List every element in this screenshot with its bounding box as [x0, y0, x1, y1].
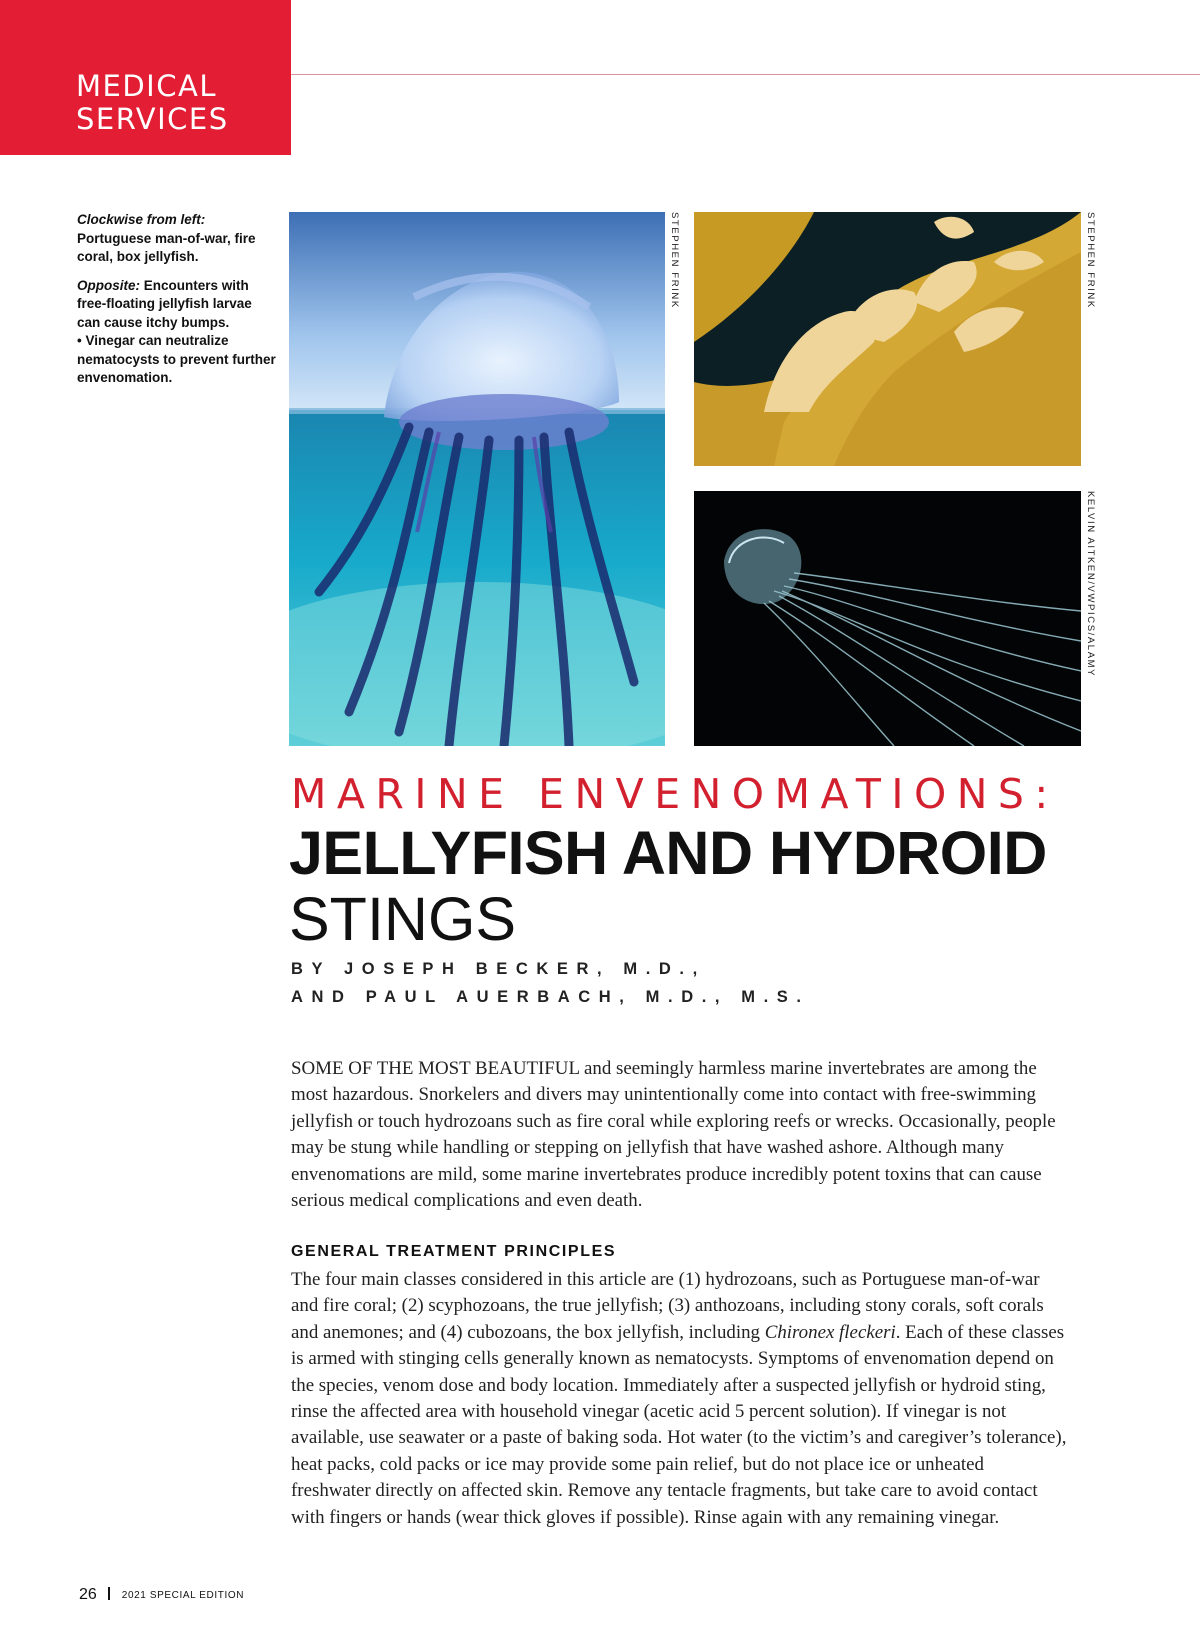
- page-number: 26: [79, 1586, 97, 1603]
- article-subhead: STINGS: [289, 885, 517, 953]
- byline-line-1: BY JOSEPH BECKER, M.D.,: [291, 960, 706, 978]
- species-name: Chironex fleckeri: [764, 1321, 896, 1343]
- caption-text-1: Portuguese man-of-war, fire coral, box jellyfish.: [77, 230, 256, 264]
- section-label: [76, 70, 229, 136]
- caption-text-2: Encounters with free-floating jellyfish larvae can cause itchy bumps.: [77, 277, 252, 330]
- photo-caption: [77, 211, 277, 388]
- body-text-b: . Each of these classes is armed with stinging cells generally known as nematocysts. Symptoms of envenomation depend on the species, venom dose and body location. Immediately after a suspected jellyfish or hydroid sting, rinse the affected area with household vinegar (acetic acid 5 percent solution). If vinegar is not available, use seawater or a paste of baking soda. Hot water (to the victim’s and caregiver’s tolerance), heat packs, cold packs or ice may provide some pain relief, but do not place ice or unheated freshwater directly on affected skin. Remove any tentacle fragments, but take care to avoid contact with fingers or hands (wear thick gloves if possible). Rinse again with any remaining vinegar.: [291, 1321, 1067, 1528]
- section-label-line2: SERVICES: [76, 102, 229, 136]
- header-rule: [291, 74, 1200, 75]
- caption-lead-1: Clockwise from left:: [77, 212, 206, 227]
- section-heading: GENERAL TREATMENT PRINCIPLES: [291, 1243, 617, 1260]
- edition-label: 2021 SPECIAL EDITION: [121, 1590, 245, 1601]
- photo-credit-3: KELVIN AITKEN/VWPICS/ALAMY: [1085, 491, 1096, 678]
- body-text-a: The four main classes considered in this article are (1) hydrozoans, such as Portuguese man-of-war and fire coral; (2) scyphozoans, the true jellyfish; (3) anthozoans, including stony corals, soft corals and anemones; and (4) cubozoans, the box jellyfish, including: [291, 1269, 1044, 1343]
- caption-lead-2: Opposite:: [77, 277, 140, 293]
- page-footer: [79, 1586, 244, 1604]
- byline-line-2: AND PAUL AUERBACH, M.D., M.S.: [291, 988, 810, 1006]
- footer-divider: [108, 1587, 110, 1600]
- intro-text: and seemingly harmless marine invertebrates are among the most hazardous. Snorkelers and divers may unintentionally come into contact with free-swimming jellyfish or touch hydrozoans such as fire coral while exploring reefs or wrecks. Occasionally, people may be stung while handling or stepping on jellyfish that have washed ashore. Although many envenomations are mild, some marine invertebrates produce incredibly potent toxins that can cause serious medical complications and even death.: [291, 1058, 1056, 1212]
- photo-credit-2: STEPHEN FRINK: [1085, 212, 1096, 309]
- body-paragraph: [291, 1267, 1067, 1531]
- photo-man-of-war: [289, 212, 665, 746]
- article-kicker: MARINE ENVENOMATIONS:: [291, 770, 1059, 818]
- section-label-line1: MEDICAL: [76, 69, 217, 103]
- article-headline: JELLYFISH AND HYDROID: [289, 819, 1047, 887]
- photo-credit-1: STEPHEN FRINK: [669, 212, 680, 309]
- intro-paragraph: [291, 1056, 1067, 1214]
- caption-text-3: • Vinegar can neutralize nematocysts to prevent further envenomation.: [77, 333, 276, 385]
- caption-para-2: [77, 277, 277, 388]
- photo-box-jellyfish: [694, 491, 1081, 746]
- caption-para-1: [77, 211, 277, 267]
- photo-fire-coral: [694, 212, 1081, 466]
- intro-lead: SOME OF THE MOST BEAUTIFUL: [291, 1058, 580, 1079]
- article-byline: [291, 955, 810, 1011]
